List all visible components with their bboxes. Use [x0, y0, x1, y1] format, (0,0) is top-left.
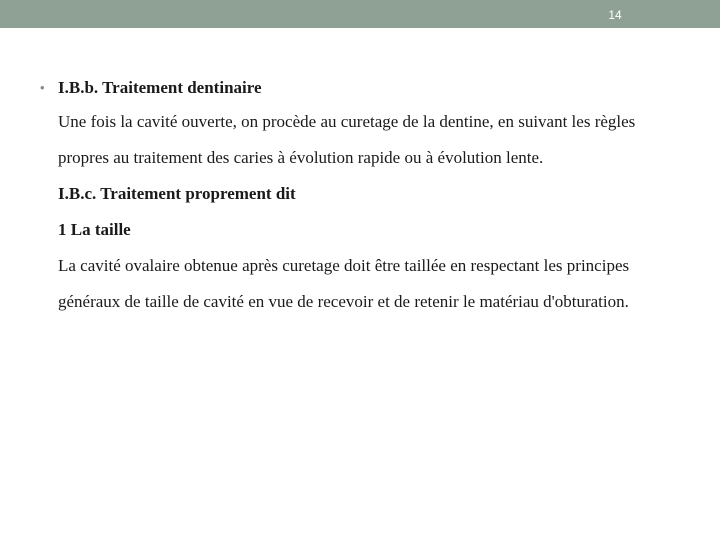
slide-content [40, 74, 680, 320]
bullet-icon: • [40, 80, 45, 95]
paragraph-cavity-size: La cavité ovalaire obtenue après curetage doit être taillée en respectant les principes généraux de taille de cavité en vue de recevoir et de retenir le matériau d'obturation. [58, 256, 630, 311]
bullet-heading-row [40, 74, 680, 102]
header-bar [0, 0, 720, 28]
paragraph-dentin-treatment: Une fois la cavité ouverte, on procède au curetage de la dentine, en suivant les règles propres au traitement des caries à évolution rapide ou à évolution lente. [58, 112, 636, 167]
subheading-treatment: I.B.c. Traitement proprement dit [58, 184, 296, 203]
subheading-size: 1 La taille [58, 220, 131, 239]
slide-number: 14 [608, 8, 622, 22]
section-heading: I.B.b. Traitement dentinaire [58, 78, 262, 97]
